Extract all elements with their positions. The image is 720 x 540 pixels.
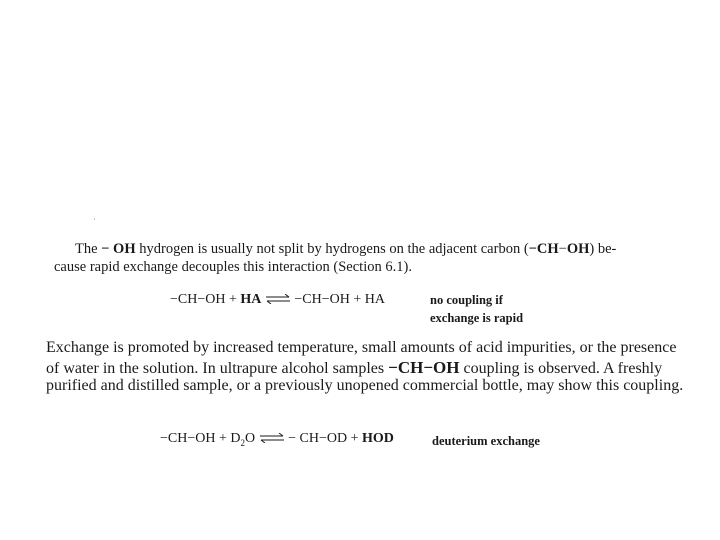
text-be: ) be- [589, 241, 617, 257]
paragraph2-line2 [46, 358, 662, 378]
eq1-acid: HA [240, 292, 262, 307]
paragraph1-line1 [75, 241, 616, 258]
text-the: The [75, 241, 98, 257]
equilibrium-arrow-icon [259, 433, 285, 443]
eq2-subscript: 2 [240, 437, 245, 448]
paragraph1-line2: cause rapid exchange decouples this interaction (Section 6.1). [54, 259, 412, 275]
eq2-reactant: −CH−OH + D [160, 431, 241, 446]
text-coupling-observed: coupling is observed. A freshly [459, 360, 663, 377]
eq2-bond-dash: − [288, 431, 296, 446]
eq2-product: CH−OD + [299, 431, 362, 446]
eq2-hod: HOD [361, 431, 394, 446]
text-hydrogen-split: hydrogen is usually not split by hydrogens on the adjacent carbon ( [139, 241, 529, 257]
text-water-solution: of water in the solution. In ultrapure alcohol samples [46, 360, 389, 377]
equation-2 [160, 431, 394, 448]
oh-formula-2: OH [566, 241, 590, 257]
equilibrium-arrow-icon [265, 294, 291, 304]
eq1-note-line2: exchange is rapid [430, 311, 524, 325]
paragraph2-line3: purified and distilled sample, or a previously unopened commercial bottle, may show this coupling. [46, 377, 684, 394]
paragraph2-line4-cropped [40, 398, 700, 408]
paragraph2-line1: Exchange is promoted by increased temperature, small amounts of acid impurities, or the presence [46, 339, 677, 356]
eq1-product: −CH−OH + HA [294, 292, 385, 307]
ch-formula: −CH [528, 241, 559, 257]
oh-formula: − OH [101, 241, 136, 257]
eq2-oxygen: O [244, 431, 256, 446]
eq1-reactant: −CH−OH + [170, 292, 241, 307]
eq1-note-line1: no coupling if [430, 293, 503, 307]
eq2-note: deuterium exchange [432, 434, 540, 448]
bond-dash: − [558, 241, 567, 257]
equation-1 [170, 292, 385, 308]
ch-oh-formula: −CH−OH [388, 358, 460, 377]
scan-mark: · [93, 214, 96, 224]
